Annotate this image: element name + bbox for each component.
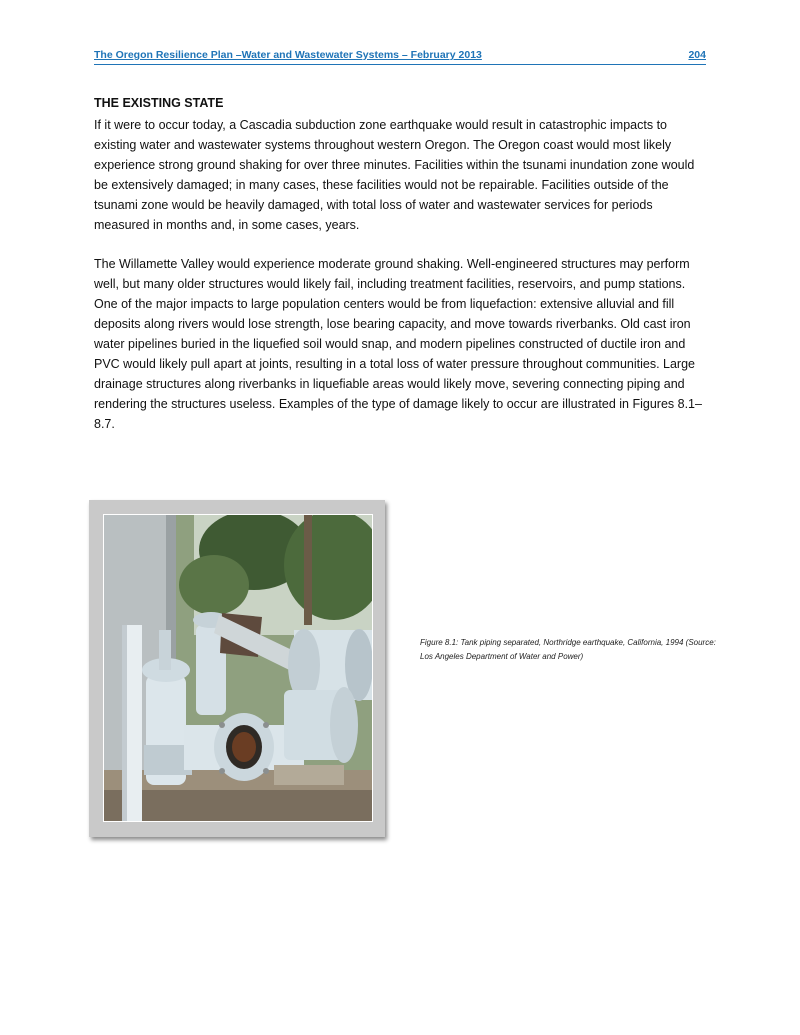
page-header xyxy=(94,48,706,65)
section-heading: THE EXISTING STATE xyxy=(94,96,224,110)
figure-caption: Figure 8.1: Tank piping separated, Northridge earthquake, California, 1994 (Source: Los Angeles Department of Water and Power) xyxy=(420,638,716,661)
figure-frame xyxy=(89,500,385,837)
paragraph-2: The Willamette Valley would experience moderate ground shaking. Well-engineered structures may perform well, but many older structures would likely fail, including treatment facilities, reservoirs, and pump stations. One of the major impacts to large population centers would be from liquefaction: extensive alluvial and fill deposits along rivers would lose strength, lose bearing capacity, and move towards riverbanks. Old cast iron water pipelines buried in the liquefied soil would snap, and modern pipelines constructed of ductile iron and PVC would likely pull apart at joints, resulting in a total loss of water pressure throughout communities. Large drainage structures along riverbanks in liquefiable areas would likely move, severing connecting piping and rendering the structures useless. Examples of the type of damage likely to occur are illustrated in Figures 8.1–8.7. xyxy=(94,257,702,431)
paragraph-1: If it were to occur today, a Cascadia subduction zone earthquake would result in catastrophic impacts to existing water and wastewater systems throughout western Oregon. The Oregon coast would most likely experience strong ground shaking for over three minutes. Facilities within the tsunami inundation zone would be extensively damaged; in many cases, these facilities would not be repairable. Facilities outside of the tsunami zone would be heavily damaged, with total loss of water and wastewater services for periods measured in months and, in some cases, years. xyxy=(94,118,695,232)
document-title: The Oregon Resilience Plan –Water and Wastewater Systems – February 2013 xyxy=(94,49,482,61)
page-number: 204 xyxy=(688,49,706,61)
figure-photo xyxy=(103,514,373,822)
damaged-tank-piping-photo xyxy=(104,515,372,821)
